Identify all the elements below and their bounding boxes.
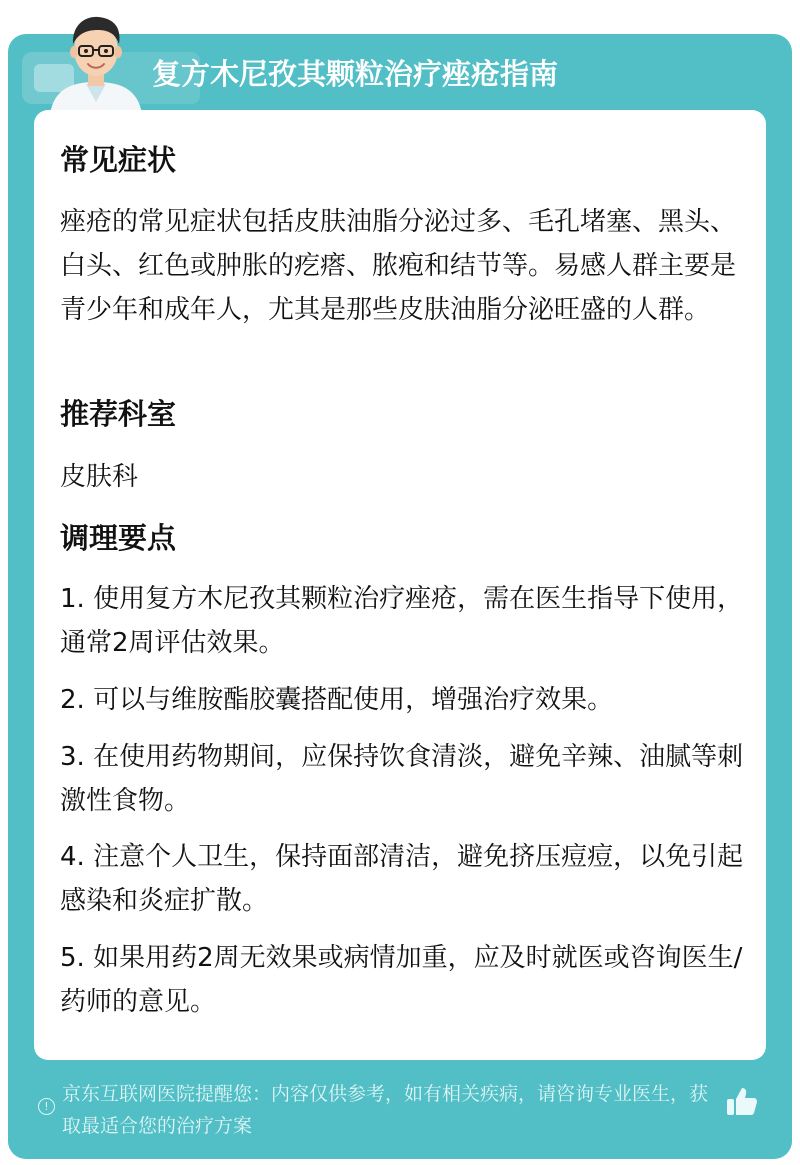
care-heading: 调理要点 [60,521,177,555]
thumbs-up-icon[interactable] [724,1084,760,1120]
disclaimer-text: 京东互联网医院提醒您：内容仅供参考，如有相关疾病，请咨询专业医生，获取最适合您的治疗方案 [62,1083,709,1137]
content-panel [34,110,766,1060]
department-heading: 推荐科室 [60,397,177,431]
doctor-avatar-icon [46,6,146,114]
care-item-3: 3. 在使用药物期间，应保持饮食清淡，避免辛辣、油腻等刺激性食物。 [60,742,744,816]
care-item-1: 1. 使用复方木尼孜其颗粒治疗痤疮，需在医生指导下使用，通常2周评估效果。 [60,584,744,658]
department-text: 皮肤科 [60,462,139,492]
page-title: 复方木尼孜其颗粒治疗痤疮指南 [152,57,559,91]
care-item-5: 5. 如果用药2周无效果或病情加重，应及时就医或咨询医生/药师的意见。 [60,943,743,1017]
care-item-2: 2. 可以与维胺酯胶囊搭配使用，增强治疗效果。 [60,685,614,715]
symptoms-heading: 常见症状 [60,143,177,177]
symptoms-text: 痤疮的常见症状包括皮肤油脂分泌过多、毛孔堵塞、黑头、白头、红色或肿胀的疙瘩、脓疱和结节等。易感人群主要是青少年和成年人，尤其是那些皮肤油脂分泌旺盛的人群。 [60,207,737,325]
info-icon: ! [38,1098,55,1115]
care-item-4: 4. 注意个人卫生，保持面部清洁，避免挤压痘痘，以免引起感染和炎症扩散。 [60,842,744,916]
